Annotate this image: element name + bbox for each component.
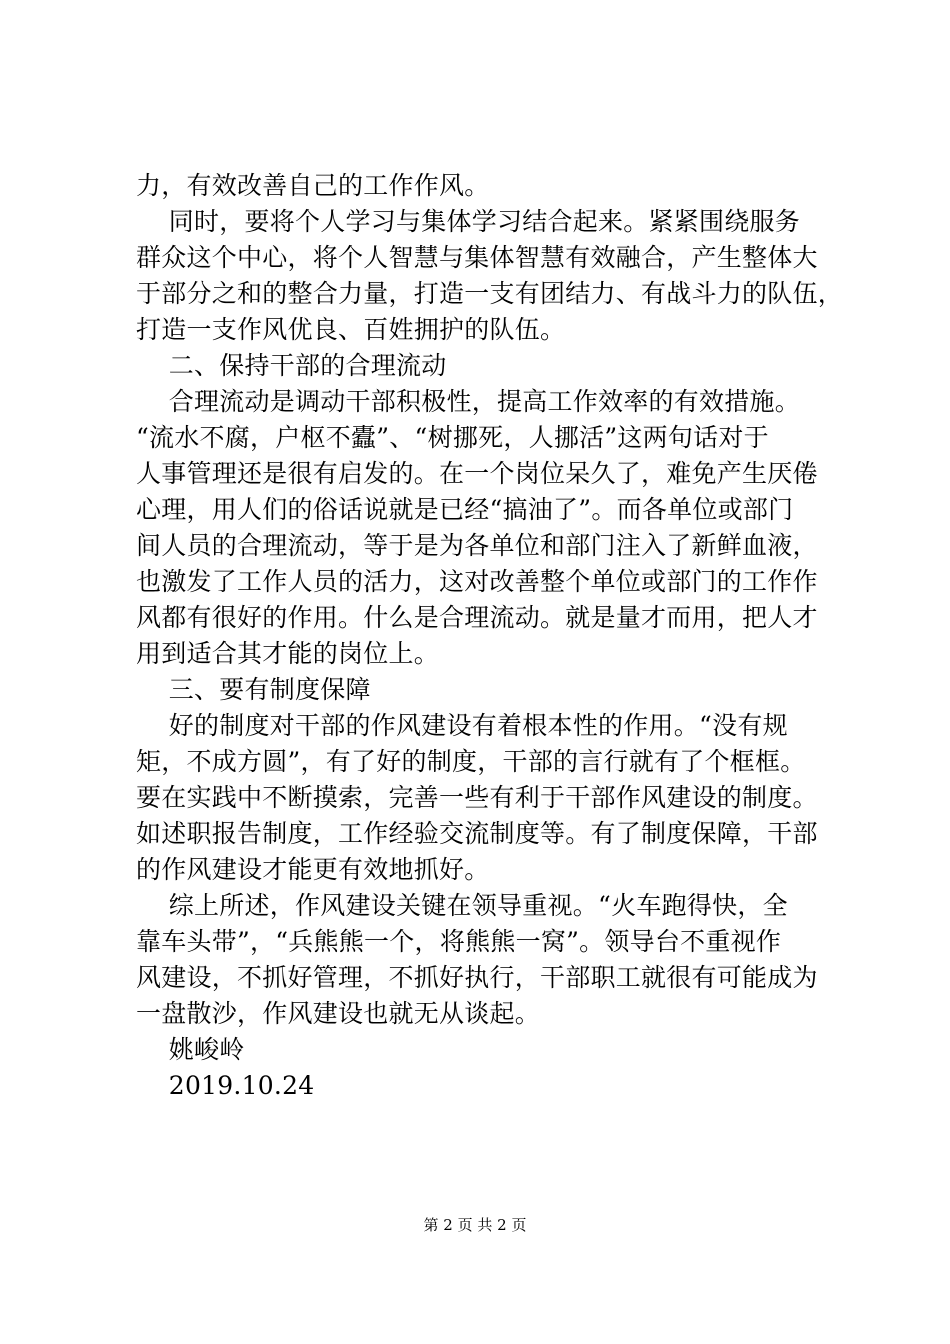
text-line: 风建设，不抓好管理，不抓好执行，干部职工就很有可能成为 [136, 963, 818, 992]
section-heading: 三、要有制度保障 [136, 675, 371, 704]
text-line: 综上所述，作风建设关键在领导重视。“火车跑得快，全 [136, 891, 788, 920]
section-heading: 二、保持干部的合理流动 [136, 351, 447, 380]
text-line: 矩，不成方圆”，有了好的制度，干部的言行就有了个框框。 [136, 747, 806, 776]
text-line: 靠车头带”，“兵熊熊一个，将熊熊一窝”。领导台不重视作 [136, 927, 782, 956]
text-line: 群众这个中心，将个人智慧与集体智慧有效融合，产生整体大 [136, 243, 818, 272]
text-line: 同时，要将个人学习与集体学习结合起来。紧紧围绕服务 [136, 207, 801, 236]
author-name: 姚峻岭 [136, 1035, 245, 1064]
text-line: 合理流动是调动干部积极性，提高工作效率的有效措施。 [136, 387, 801, 416]
text-line: 要在实践中不断摸索，完善一些有利于干部作风建设的制度。 [136, 783, 818, 812]
text-line: 的作风建设才能更有效地抓好。 [136, 855, 490, 884]
text-line: 一盘散沙，作风建设也就无从谈起。 [136, 999, 541, 1028]
text-line: 如述职报告制度，工作经验交流制度等。有了制度保障，干部 [136, 819, 818, 848]
text-line: 也激发了工作人员的活力，这对改善整个单位或部门的工作作 [136, 567, 818, 596]
text-line: 于部分之和的整合力量，打造一支有团结力、有战斗力的队伍， [136, 279, 844, 308]
text-line: 风都有很好的作用。什么是合理流动。就是量才而用，把人才 [136, 603, 818, 632]
text-line: 打造一支作风优良、百姓拥护的队伍。 [136, 315, 566, 344]
text-line: 人事管理还是很有启发的。在一个岗位呆久了，难免产生厌倦 [136, 459, 818, 488]
text-line: 心理，用人们的俗话说就是已经“搞油了”。而各单位或部门 [136, 495, 794, 524]
document-body [136, 168, 844, 1104]
text-line: 好的制度对干部的作风建设有着根本性的作用。“没有规 [136, 711, 788, 740]
page-number-label: 第 2 页 共 2 页 [423, 1216, 527, 1234]
document-date: 2019.10.24 [136, 1071, 315, 1100]
text-line: “流水不腐，户枢不蠹”、“树挪死，人挪活”这两句话对于 [136, 423, 769, 452]
text-line: 用到适合其才能的岗位上。 [136, 639, 440, 668]
text-line: 间人员的合理流动，等于是为各单位和部门注入了新鲜血液， [136, 531, 818, 560]
text-line: 力，有效改善自己的工作作风。 [136, 171, 490, 200]
page-footer [0, 1215, 950, 1235]
